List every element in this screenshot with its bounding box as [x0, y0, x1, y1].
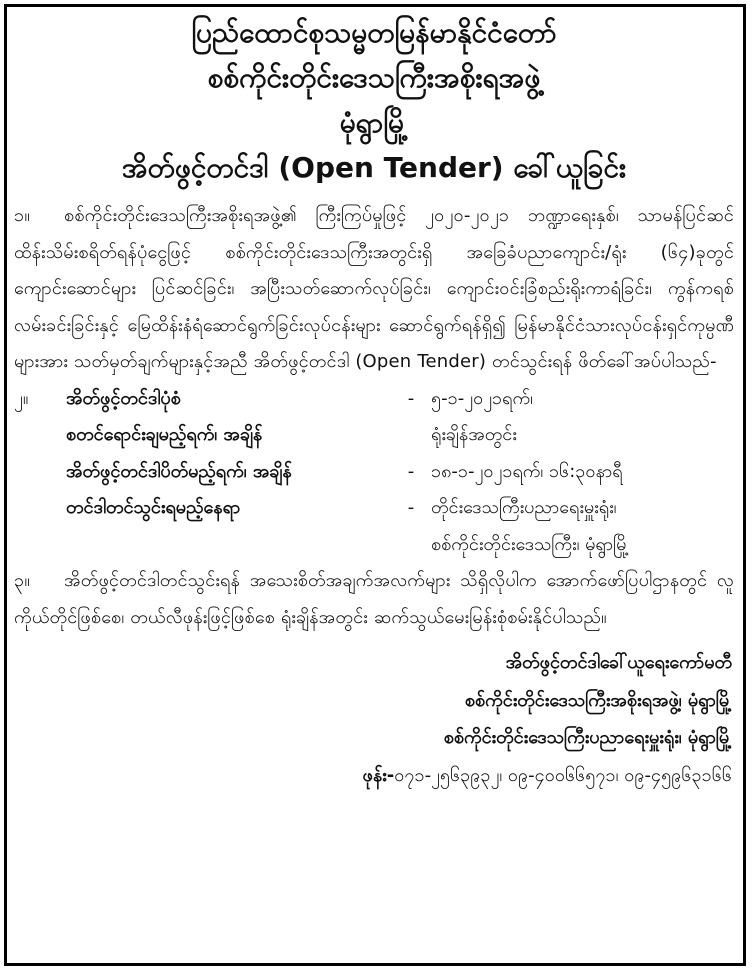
schedule-value: ၁၈-၁-၂၀၂၁ရက်၊ ၁၆:၃၀နာရီ	[431, 460, 623, 482]
section-3-text: အိတ်ဖွင့်တင်ဒါတင်သွင်းရန် အသေးစိတ်အချက်အလက်များ သိရှိလိုပါက အောက်ဖော်ပြပါဌာနတွင် လူကိုယ်တိုင်ဖြစ်စေ၊ တယ်လီဖုန်းဖြင့်ဖြစ်စေ ရုံးချိန်အတွင်း ဆက်သွယ်မေးမြန်းစုံစမ်းနိုင်ပါသည်။	[14, 570, 734, 628]
phone-label: ဖုန်း-	[362, 764, 395, 786]
schedule-dash: -	[407, 497, 415, 518]
schedule-value: ၅-၁-၂၀၂၁ရက်၊	[431, 387, 533, 409]
phone-numbers: ၀၇၁-၂၅၆၃၉၃၂၊ ၀၉-၄၀၀၆၆၅၇၁၊ ၀၉-၄၅၉၆၃၁၆၆	[394, 764, 732, 786]
schedule-row-place-continued	[14, 527, 734, 564]
schedule-row-closing	[14, 454, 734, 491]
section-2-number: ၂။	[14, 387, 29, 409]
schedule-dash: -	[407, 387, 415, 409]
signature-office: စစ်ကိုင်းတိုင်းဒေသကြီးပညာရေးမှူးရုံး၊ မုံရွာမြို့	[443, 727, 732, 748]
schedule-value: စစ်ကိုင်းတိုင်းဒေသကြီး၊ မုံရွာမြို့	[431, 533, 630, 555]
header-line-1: ပြည်ထောင်စုသမ္မတမြန်မာနိုင်ငံတော်	[191, 16, 557, 49]
schedule-row-submission-place	[14, 490, 734, 527]
tender-notice	[14, 10, 734, 794]
section-3	[14, 563, 734, 636]
schedule-value: ရုံးချိန်အတွင်း	[431, 424, 517, 445]
schedule-dash	[396, 417, 426, 454]
signature-committee: အိတ်ဖွင့်တင်ဒါခေါ်ယူရေးကော်မတီ	[505, 652, 732, 673]
section-1-number: ၁။	[14, 205, 30, 226]
schedule-dash: -	[407, 460, 415, 482]
schedule-row-sale-start	[14, 417, 734, 454]
schedule-label: အိတ်ဖွင့်တင်ဒါပုံစံ	[66, 387, 181, 409]
section-1	[14, 198, 734, 381]
schedule-label: တင်ဒါတင်သွင်းရမည့်နေရာ	[66, 497, 241, 518]
schedule-label: အိတ်ဖွင့်တင်ဒါပိတ်မည့်ရက်၊ အချိန်	[66, 460, 292, 482]
section-1-text: စစ်ကိုင်းတိုင်းဒေသကြီးအစိုးရအဖွဲ့၏ ကြီးကြပ်မှုဖြင့် ၂၀၂၀-၂၀၂၁ ဘဏ္ဍာရေးနှစ်၊ သာမန်ပြင်ဆင်ထိန်းသိမ်းစရိတ်ရန်ပုံငွေဖြင့် စစ်ကိုင်းတိုင်းဒေသကြီးအတွင်းရှိ အခြေခံပညာကျောင်း/ရုံး (၆၄)ခုတွင် ကျောင်းဆောင်များ ပြင်ဆင်ခြင်း၊ အပြီးသတ်ဆောက်လုပ်ခြင်း၊ ကျောင်းဝင်းခြံစည်းရိုးကာရံခြင်း၊ ကွန်ကရစ်လမ်းခင်းခြင်းနှင့် မြေထိန်းနံရံဆောင်ရွက်ခြင်းလုပ်ငန်းများ ဆောင်ရွက်ရန်ရှိ၍ မြန်မာနိုင်ငံသားလုပ်ငန်းရှင်ကုမ္ပဏီများအား သတ်မှတ်ချက်များနှင့်အညီ အိတ်ဖွင့်တင်ဒါ (Open Tender) တင်သွင်းရန် ဖိတ်ခေါ်အပ်ပါသည်-	[14, 205, 734, 372]
notice-title: အိတ်ဖွင့်တင်ဒါ (Open Tender) ခေါ်ယူခြင်း	[121, 151, 627, 184]
schedule-row-form	[14, 381, 734, 418]
header-line-2: စစ်ကိုင်းတိုင်းဒေသကြီးအစိုးရအဖွဲ့	[207, 61, 541, 94]
schedule-value: တိုင်းဒေသကြီးပညာရေးမှူးရုံး၊	[431, 497, 617, 518]
phone-line	[14, 757, 734, 795]
signature-government: စစ်ကိုင်းတိုင်းဒေသကြီးအစိုးရအဖွဲ့၊ မုံရွာမြို့	[464, 689, 732, 711]
section-3-number: ၃။	[14, 570, 30, 591]
header-line-3: မုံရွာမြို့	[339, 106, 409, 139]
schedule-label: စတင်ရောင်းချမည့်ရက်၊ အချိန်	[66, 424, 263, 445]
section-2	[14, 381, 734, 564]
